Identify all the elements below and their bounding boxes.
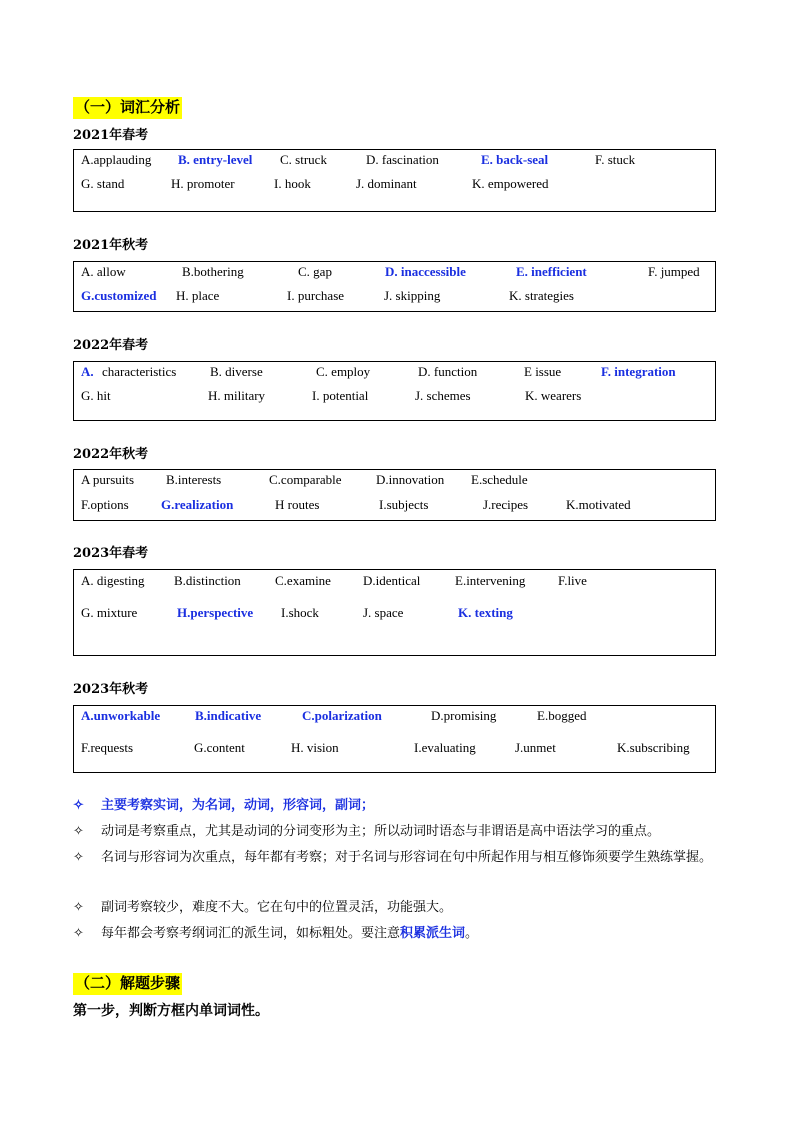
word-option: H. military xyxy=(208,388,266,403)
word-option: D.identical xyxy=(363,573,421,588)
word-option: D. function xyxy=(418,364,478,379)
word-option: H. vision xyxy=(291,740,339,755)
word-option: J. dominant xyxy=(356,176,417,191)
diamond-star-icon: ✧ xyxy=(73,850,84,865)
word-option: J.recipes xyxy=(483,497,529,512)
section-heading-solving-steps: （二）解题步骤 xyxy=(73,973,182,995)
word-option: C. struck xyxy=(280,152,327,167)
diamond-star-icon: ✧ xyxy=(73,926,84,941)
word-option: G. hit xyxy=(81,388,111,403)
exam-year-label: 2022年秋考 xyxy=(73,447,149,462)
word-option: E issue xyxy=(524,364,562,379)
word-option-highlighted: D. inaccessible xyxy=(385,264,466,279)
word-option: I. potential xyxy=(312,388,369,403)
note-item xyxy=(73,846,733,870)
word-option: E.schedule xyxy=(471,472,528,487)
word-option: F.requests xyxy=(81,740,134,755)
exam-year-label: 2023年春考 xyxy=(73,546,149,561)
word-option-highlighted: G.customized xyxy=(81,288,157,303)
note-text: 。 xyxy=(465,926,479,941)
word-option: J. skipping xyxy=(384,288,441,303)
word-option-highlighted: B.indicative xyxy=(195,708,262,723)
word-option: B.bothering xyxy=(182,264,244,279)
word-option: A. allow xyxy=(81,264,126,279)
note-text-wrap xyxy=(73,922,733,946)
word-option: K.subscribing xyxy=(617,740,690,755)
word-option: K. strategies xyxy=(509,288,574,303)
word-option: G. stand xyxy=(81,176,125,191)
word-option: F.live xyxy=(558,573,587,588)
word-option: B.distinction xyxy=(174,573,241,588)
word-option: I. hook xyxy=(274,176,311,191)
word-option: I.shock xyxy=(281,605,319,620)
note-text: 名词与形容词为次重点，每年都有考察；对于名词与形容词在句中所起作用与相互修饰须要学生熟练掌握。 xyxy=(101,850,713,865)
word-box xyxy=(73,469,716,521)
word-option: A. digesting xyxy=(81,573,145,588)
note-text: 每年都会考察考纲词汇的派生词，如标粗处。要注意 xyxy=(101,926,401,941)
word-option-highlighted: H.perspective xyxy=(177,605,254,620)
word-option: A.applauding xyxy=(81,152,152,167)
exam-year-label: 2023年秋考 xyxy=(73,682,149,697)
word-option-highlighted: C.polarization xyxy=(302,708,382,723)
note-item xyxy=(73,794,733,818)
word-option: C. gap xyxy=(298,264,332,279)
note-keyword: 积累派生词 xyxy=(400,926,466,941)
word-option: G. mixture xyxy=(81,605,138,620)
word-option: D. fascination xyxy=(366,152,439,167)
word-option: C. employ xyxy=(316,364,371,379)
note-item xyxy=(73,922,733,946)
word-option: E.intervening xyxy=(455,573,526,588)
word-option: B.interests xyxy=(166,472,222,487)
word-option: A pursuits xyxy=(81,472,135,487)
diamond-star-icon: ✧ xyxy=(73,798,84,813)
word-option: K. wearers xyxy=(525,388,582,403)
word-box xyxy=(73,261,716,312)
word-option: H. promoter xyxy=(171,176,235,191)
word-option: C.comparable xyxy=(269,472,342,487)
word-option: F. jumped xyxy=(648,264,700,279)
word-option: characteristics xyxy=(102,364,177,379)
word-option-highlighted: A. xyxy=(81,364,94,379)
diamond-star-icon: ✧ xyxy=(73,900,84,915)
word-option-highlighted: E. back-seal xyxy=(481,152,549,167)
note-item xyxy=(73,820,733,844)
word-option: H. place xyxy=(176,288,220,303)
word-option: B. diverse xyxy=(210,364,263,379)
word-box xyxy=(73,705,716,773)
word-box xyxy=(73,361,716,421)
word-option-highlighted: A.unworkable xyxy=(81,708,161,723)
exam-year-label: 2021年春考 xyxy=(73,128,149,143)
word-option: E.bogged xyxy=(537,708,587,723)
word-option-highlighted: E. inefficient xyxy=(516,264,587,279)
word-option: D.innovation xyxy=(376,472,445,487)
diamond-star-icon: ✧ xyxy=(73,824,84,839)
word-option-highlighted: B. entry-level xyxy=(178,152,253,167)
word-option: I. purchase xyxy=(287,288,345,303)
exam-year-label: 2022年春考 xyxy=(73,338,149,353)
note-item xyxy=(73,896,733,920)
word-option-highlighted: F. integration xyxy=(601,364,676,379)
word-option: J.unmet xyxy=(515,740,556,755)
word-option: H routes xyxy=(275,497,320,512)
step-one-text: 第一步，判断方框内单词词性。 xyxy=(73,1003,269,1019)
word-option: K.motivated xyxy=(566,497,631,512)
word-option: F.options xyxy=(81,497,129,512)
word-option-highlighted: G.realization xyxy=(161,497,234,512)
word-option-highlighted: K. texting xyxy=(458,605,513,620)
word-option: I.evaluating xyxy=(414,740,476,755)
word-option: D.promising xyxy=(431,708,497,723)
note-text: 副词考察较少，难度不大。它在句中的位置灵活，功能强大。 xyxy=(101,900,453,915)
word-option: K. empowered xyxy=(472,176,549,191)
note-text: 主要考察实词，为名词，动词，形容词，副词； xyxy=(101,798,375,813)
word-box xyxy=(73,149,716,212)
exam-year-label: 2021年秋考 xyxy=(73,238,149,253)
section-heading-vocab-analysis: （一）词汇分析 xyxy=(73,97,182,119)
word-option: I.subjects xyxy=(379,497,429,512)
word-box xyxy=(73,569,716,656)
word-option: F. stuck xyxy=(595,152,636,167)
word-option: J. space xyxy=(363,605,404,620)
word-option: C.examine xyxy=(275,573,331,588)
note-text: 动词是考察重点，尤其是动词的分词变形为主；所以动词时语态与非谓语是高中语法学习的重点。 xyxy=(101,824,661,839)
word-option: G.content xyxy=(194,740,245,755)
word-option: J. schemes xyxy=(415,388,471,403)
